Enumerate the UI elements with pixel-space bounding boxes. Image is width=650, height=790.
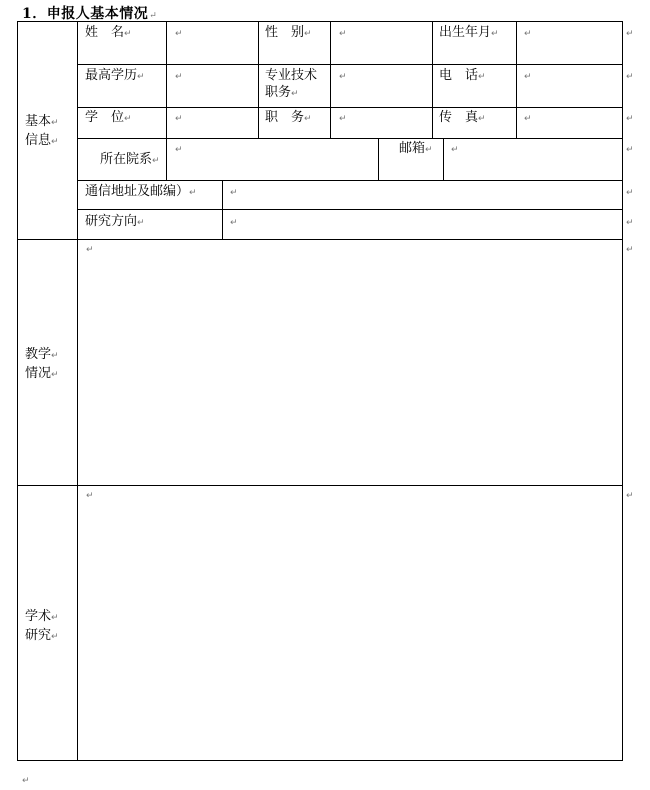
divider <box>443 138 444 180</box>
birth-date-field[interactable]: ↵ <box>524 29 532 39</box>
label-column-divider <box>77 21 78 761</box>
academic-research-label: 学术↵ 研究↵ <box>25 609 59 643</box>
divider <box>330 21 331 138</box>
degree-label: 学 位↵ <box>85 110 132 125</box>
row-end-mark: ↵ <box>626 218 634 228</box>
teaching-label: 教学↵ 情况↵ <box>25 347 59 381</box>
position-label: 职 务↵ <box>265 110 312 125</box>
gender-label: 性 别↵ <box>265 25 312 40</box>
section-divider <box>17 239 623 240</box>
address-field[interactable]: ↵ <box>230 188 238 198</box>
row-divider <box>77 209 623 210</box>
department-label: 所在院系↵ <box>100 152 160 167</box>
row-divider <box>77 180 623 181</box>
row-end-mark: ↵ <box>626 491 634 501</box>
phone-label: 电 话↵ <box>439 68 486 83</box>
divider <box>166 138 167 180</box>
applicant-info-table <box>17 21 623 761</box>
education-field[interactable]: ↵ <box>175 72 183 82</box>
name-label: 姓 名↵ <box>85 25 132 40</box>
basic-info-label: 基本↵ 信息↵ <box>25 114 59 148</box>
divider <box>258 21 259 138</box>
degree-field[interactable]: ↵ <box>175 114 183 124</box>
birth-date-label: 出生年月↵ <box>439 25 499 40</box>
research-direction-field[interactable]: ↵ <box>230 218 238 228</box>
divider <box>166 21 167 138</box>
row-divider <box>77 64 623 65</box>
row-end-mark: ↵ <box>626 29 634 39</box>
email-field[interactable]: ↵ <box>451 145 459 155</box>
position-field[interactable]: ↵ <box>339 114 347 124</box>
gender-field[interactable]: ↵ <box>339 29 347 39</box>
professional-title-label: 专业技术 职务↵ <box>265 68 318 100</box>
education-label: 最高学历↵ <box>85 68 145 83</box>
academic-content-area[interactable]: ↵ <box>86 491 94 501</box>
fax-label: 传 真↵ <box>439 110 486 125</box>
row-end-mark: ↵ <box>626 145 634 155</box>
teaching-content-area[interactable]: ↵ <box>86 245 94 255</box>
row-end-mark: ↵ <box>626 188 634 198</box>
section-title: 1．申报人基本情况↵ <box>22 6 158 22</box>
section-divider <box>17 485 623 486</box>
fax-field[interactable]: ↵ <box>524 114 532 124</box>
name-field[interactable]: ↵ <box>175 29 183 39</box>
row-end-mark: ↵ <box>626 72 634 82</box>
row-end-mark: ↵ <box>626 245 634 255</box>
divider <box>432 21 433 138</box>
row-divider <box>77 138 623 139</box>
phone-field[interactable]: ↵ <box>524 72 532 82</box>
research-direction-label: 研究方向↵ <box>85 214 145 229</box>
row-end-mark: ↵ <box>626 114 634 124</box>
divider <box>378 138 379 180</box>
email-label: 邮箱↵ <box>399 141 433 156</box>
professional-title-field[interactable]: ↵ <box>339 72 347 82</box>
address-label: 通信地址及邮编）↵ <box>85 184 197 199</box>
row-divider <box>77 107 623 108</box>
department-field[interactable]: ↵ <box>175 145 183 155</box>
divider <box>516 21 517 138</box>
trailing-paragraph-mark: ↵ <box>22 776 30 786</box>
